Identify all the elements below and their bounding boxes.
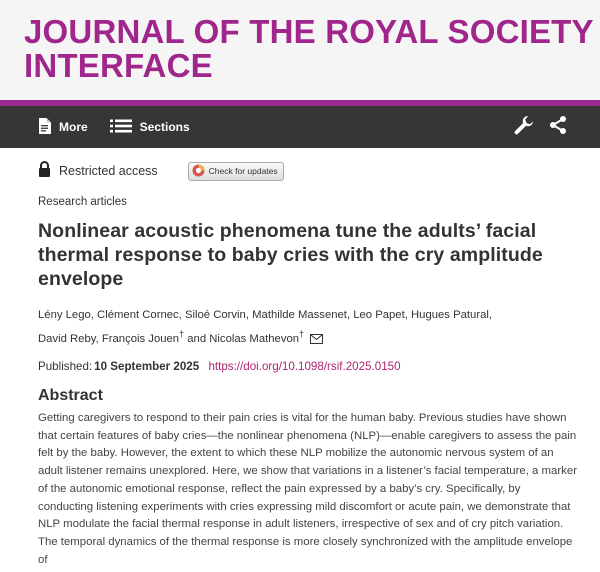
dagger-mark: † [299, 329, 305, 339]
wrench-icon[interactable] [514, 115, 534, 140]
author-list: Lény Lego, Clément Cornec, Siloé Corvin, Mathilde Massenet, Leo Papet, Hugues Patural, David Reby, François Jouen† and Nicolas Mathevon† [38, 306, 576, 351]
author-nicolas-mathevon[interactable]: Nicolas Mathevon [209, 332, 300, 345]
toolbar-actions [514, 106, 568, 148]
and-text: and [187, 332, 207, 345]
article-content [0, 161, 600, 405]
article-toolbar [0, 106, 600, 148]
more-label: More [59, 120, 88, 134]
check-for-updates-label: Check for updates [208, 166, 278, 176]
published-label: Published: [38, 359, 93, 373]
author-david-reby[interactable]: David Reby [38, 332, 96, 345]
doi-link[interactable]: https://doi.org/10.1098/rsif.2025.0150 [208, 359, 401, 373]
lock-icon [38, 161, 51, 182]
document-icon [38, 118, 51, 137]
abstract-heading: Abstract [38, 386, 103, 404]
abstract-text: Getting caregivers to respond to their pain cries is vital for the human baby. Previous studies have shown that certain features of baby cries—the nonlinear phenomena (NLP)—enable caregivers to assess the pain felt by the baby. However, the extent to which these NLP mobilize the autonomic nervous system of an adult listener remains unexplored. Here, we show that variations in a listener’s facial temperature, a marker of the autonomic emotional response, reflect the pain expressed by a baby’s cry. Specifically, by conducting listening experiments with cries expressing mild discomfort or acute pain, we demonstrate that NLP modulate the facial thermal response in adult listeners, irrespective of sex and of cry pitch variation. The temporal dynamics of the thermal response is more closely synchronized with the amplitude envelope of [38, 412, 577, 566]
article-section: Research articles [38, 196, 127, 208]
mail-icon[interactable] [310, 332, 323, 351]
sections-button[interactable] [110, 119, 190, 136]
access-row [38, 161, 576, 181]
journal-title[interactable]: JOURNAL OF THE ROYAL SOCIETY INTERFACE [24, 13, 594, 84]
article-title: Nonlinear acoustic phenomena tune the adults’ facial thermal response to baby cries with the cry amplitude envelope [38, 220, 543, 290]
restricted-access-label: Restricted access [59, 164, 158, 178]
more-button[interactable] [38, 118, 88, 137]
dagger-mark: † [179, 329, 185, 339]
share-icon[interactable] [548, 115, 568, 140]
authors-line[interactable]: Lény Lego, Clément Cornec, Siloé Corvin, Mathilde Massenet, Leo Papet, Hugues Patural, [38, 309, 493, 321]
crossmark-icon [192, 164, 205, 179]
published-date: 10 September 2025 [94, 359, 200, 373]
sections-label: Sections [139, 120, 190, 134]
masthead [0, 0, 600, 100]
author-francois-jouen[interactable]: François Jouen [101, 332, 180, 345]
list-icon [110, 119, 132, 136]
publication-info [38, 360, 576, 373]
check-for-updates-button[interactable] [188, 162, 284, 181]
